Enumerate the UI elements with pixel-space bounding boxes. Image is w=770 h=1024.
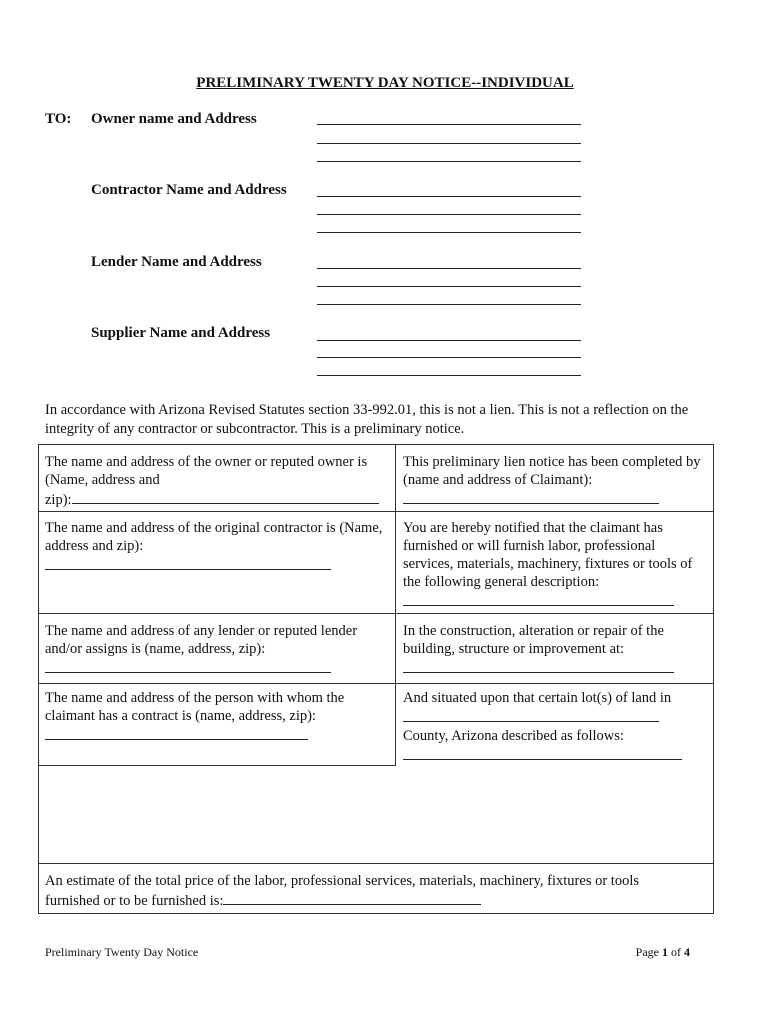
page-current: 1 [662, 945, 668, 959]
estimate-blank[interactable] [223, 890, 481, 905]
notified-cell [403, 519, 709, 611]
contractor-line-3[interactable] [317, 232, 581, 233]
completed-by-text: This preliminary lien notice has been completed by (name and address of Claimant): [403, 454, 701, 488]
owner-zip-blank[interactable] [72, 489, 379, 504]
lender-line-3[interactable] [317, 304, 581, 305]
owner-cell-text: The name and address of the owner or reputed owner is (Name, address and [45, 454, 368, 488]
notified-text: You are hereby notified that the claimant has furnished or will furnish labor, professional services, materials, machinery, fixtures or tools of the following general description: [403, 520, 693, 590]
lot-blank[interactable] [403, 707, 659, 722]
claimant-blank[interactable] [403, 489, 659, 504]
lender-cell-text: The name and address of any lender or reputed lender and/or assigns is (name, address, zip): [45, 623, 358, 657]
construction-cell [403, 622, 709, 678]
grid-border-right [713, 444, 714, 914]
grid-border-left [38, 444, 39, 914]
construction-text: In the construction, alteration or repair of the building, structure or improvement at: [403, 623, 664, 657]
grid-row-divider-4-left [38, 765, 396, 766]
footer-title: Preliminary Twenty Day Notice [45, 945, 199, 959]
contract-person-text: The name and address of the person with whom the claimant has a contract is (name, address, zip): [45, 690, 345, 724]
county-description-blank[interactable] [403, 745, 682, 760]
supplier-line-1[interactable] [317, 340, 581, 341]
owner-line-2[interactable] [317, 143, 581, 144]
supplier-line-3[interactable] [317, 375, 581, 376]
county-text: County, Arizona described as follows: [403, 728, 624, 744]
owner-cell [45, 453, 389, 509]
lender-cell [45, 622, 389, 678]
completed-by-cell [403, 453, 708, 509]
page-title: PRELIMINARY TWENTY DAY NOTICE--INDIVIDUAL [196, 75, 574, 91]
contractor-blank[interactable] [45, 555, 331, 570]
lender-line-1[interactable] [317, 268, 581, 269]
supplier-line-2[interactable] [317, 357, 581, 358]
lender-line-2[interactable] [317, 286, 581, 287]
owner-cell-zip: zip): [45, 492, 72, 508]
situated-cell [403, 689, 709, 765]
contractor-label: Contractor Name and Address [91, 182, 287, 198]
grid-border-bottom [38, 913, 714, 914]
grid-row-divider-5 [38, 863, 714, 864]
grid-divider-vertical [395, 444, 396, 766]
estimate-text: An estimate of the total price of the labor, professional services, materials, machinery, fixtures or tools furnished or to be furnished is: [45, 873, 639, 909]
lender-blank[interactable] [45, 658, 331, 673]
page-total: 4 [684, 945, 690, 959]
contract-person-cell [45, 689, 389, 745]
grid-border-top [38, 444, 714, 445]
owner-line-3[interactable] [317, 161, 581, 162]
lender-label: Lender Name and Address [91, 254, 262, 270]
page-prefix: Page [635, 945, 659, 959]
grid-row-divider-2 [38, 613, 714, 614]
estimate-cell [45, 872, 685, 910]
intro-paragraph: In accordance with Arizona Revised Statutes section 33-992.01, this is not a lien. This is not a reflection on the integrity of any contractor or subcontractor. This is a preliminary notice. [45, 402, 689, 437]
owner-label: Owner name and Address [91, 111, 257, 127]
owner-line-1[interactable] [317, 124, 581, 125]
contractor-line-1[interactable] [317, 196, 581, 197]
construction-blank[interactable] [403, 658, 674, 673]
grid-row-divider-1 [38, 511, 714, 512]
supplier-label: Supplier Name and Address [91, 325, 271, 341]
page-number [636, 945, 690, 960]
grid-row-divider-3 [38, 683, 714, 684]
contractor-line-2[interactable] [317, 214, 581, 215]
to-label: TO: [45, 111, 72, 127]
contract-person-blank[interactable] [45, 725, 308, 740]
contractor-cell [45, 519, 389, 575]
situated-text: And situated upon that certain lot(s) of land in [403, 690, 672, 706]
page-of: of [671, 945, 681, 959]
contractor-cell-text: The name and address of the original contractor is (Name, address and zip): [45, 520, 383, 554]
description-blank[interactable] [403, 591, 674, 606]
notice-form-grid [38, 444, 714, 914]
